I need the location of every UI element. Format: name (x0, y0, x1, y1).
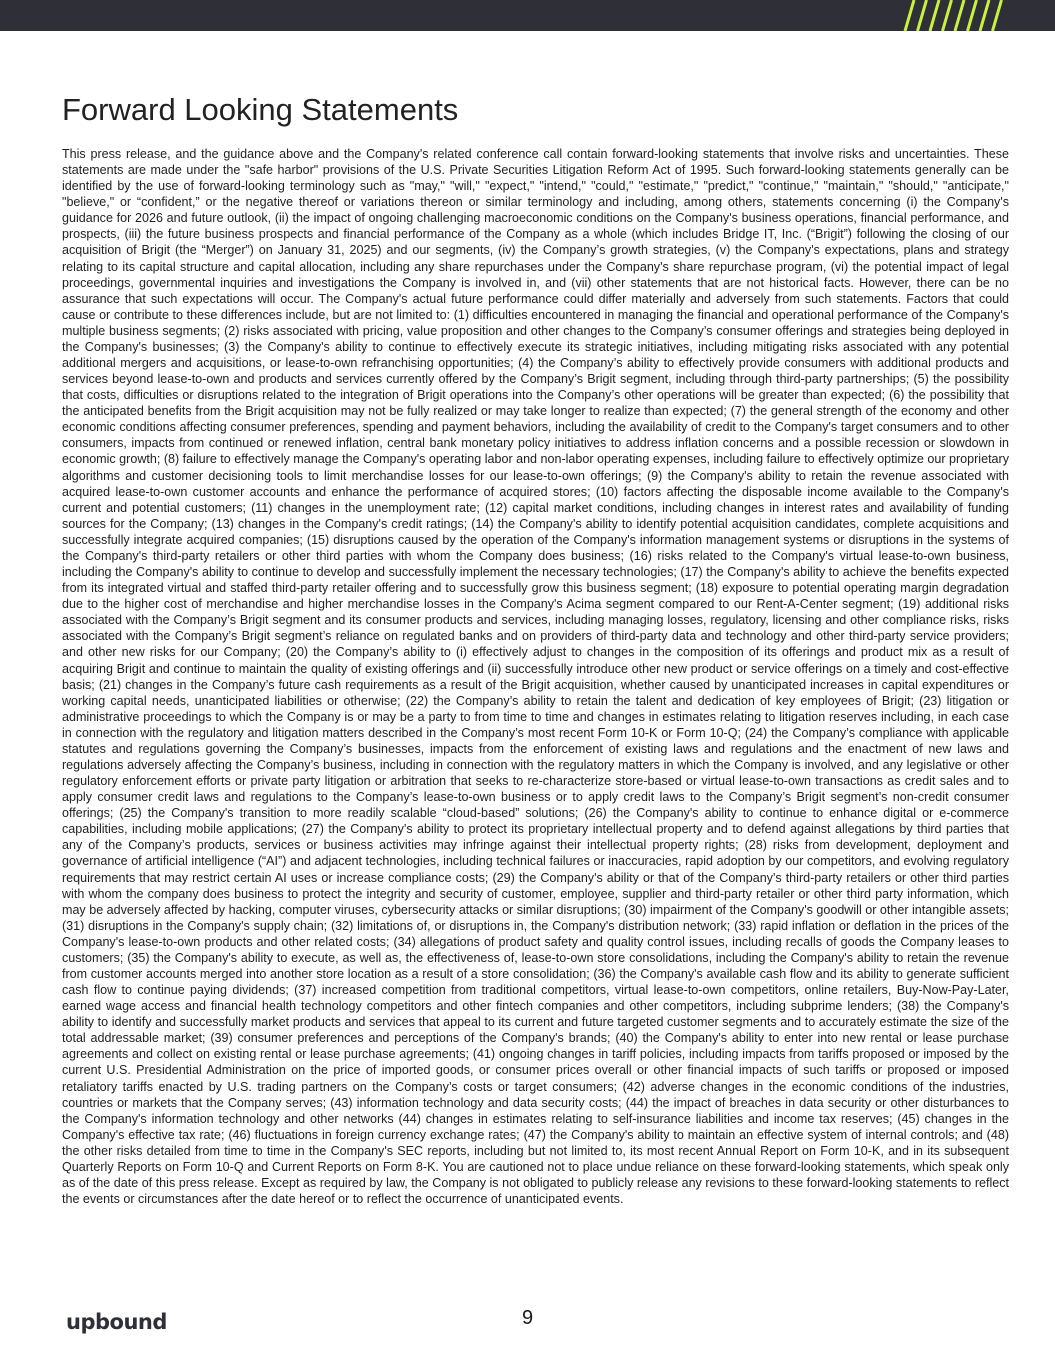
stripe-mark (918, 0, 927, 31)
stripe-mark (905, 0, 914, 31)
stripe-mark (930, 0, 939, 31)
stripe-mark (943, 0, 952, 31)
stripe-mark (968, 0, 977, 31)
decorative-stripes-icon (897, 0, 1007, 31)
upbound-logo: upbound (66, 1310, 167, 1334)
stripe-mark (993, 0, 1002, 31)
stripe-mark (955, 0, 964, 31)
page-number: 9 (521, 1307, 534, 1329)
page-title: Forward Looking Statements (62, 92, 459, 127)
forward-looking-statements-text: This press release, and the guidance above and the Company's related conference call contain forward-looking statements that involve risks and uncertainties. These statements are made under the "safe harbor" provisions of the U.S. Private Securities Litigation Reform Act of 1995. Such forward-looking statements generally can be identified by the use of forward-looking terminology such as "may," "will," "expect," "intend," "could," "estimate," "predict," "continue," "maintain," "should," "anticipate," "believe," or “confident,” or the negative thereof or variations thereon or similar terminology and including, among others, statements concerning (i) the Company's guidance for 2026 and future outlook, (ii) the impact of ongoing challenging macroeconomic conditions on the Company's business operations, financial performance, and prospects, (iii) the future business prospects and financial performance of the Company as a whole (which includes Bridge IT, Inc. (“Brigit”) following the closing of our acquisition of Brigit (the “Merger”) on January 31, 2025) and our segments, (iv) the Company’s growth strategies, (v) the Company's expectations, plans and strategy relating to its capital structure and capital allocation, including any share repurchases under the Company's share repurchase program, (vi) the potential impact of legal proceedings, governmental inquiries and investigations the Company is involved in, and (vii) other statements that are not historical facts. However, there can be no assurance that such expectations will occur. The Company's actual future performance could differ materially and adversely from such statements. Factors that could cause or contribute to these differences include, but are not limited to: (1) difficulties encountered in managing the financial and operational performance of the Company's multiple business segments; (2) risks associated with pricing, value proposition and other changes to the Company’s consumer offerings and strategies being deployed in the Company's businesses; (3) the Company's ability to continue to effectively execute its strategic initiatives, including mitigating risks associated with any potential additional mergers and acquisitions, or lease-to-own refranchising opportunities; (4) the Company’s ability to effectively provide consumers with additional products and services beyond lease-to-own and products and services currently offered by the Company’s Brigit segment, including through third-party partnerships; (5) the possibility that costs, difficulties or disruptions related to the integration of Brigit operations into the Company’s other operations will be greater than expected; (6) the possibility that the anticipated benefits from the Brigit acquisition may not be fully realized or may take longer to realize than expected; (7) the general strength of the economy and other economic conditions affecting consumer preferences, spending and payment behaviors, including the availability of credit to the Company's target consumers and to other consumers, impacts from continued or renewed inflation, central bank monetary policy initiatives to address inflation concerns and a possible recession or slowdown in economic growth; (8) failure to effectively manage the Company's operating labor and non-labor operating expenses, including failure to effectively optimize our proprietary algorithms and customer decisioning tools to limit merchandise losses for our lease-to-own offerings; (9) the Company's ability to retain the revenue associated with acquired lease-to-own customer accounts and enhance the performance of acquired stores; (10) factors affecting the disposable income available to the Company's current and potential customers; (11) changes in the unemployment rate; (12) capital market conditions, including changes in interest rates and availability of funding sources for the Company; (13) changes in the Company's credit ratings; (14) the Company's ability to identify potential acquisition candidates, complete acquisitions and successfully integrate acquired companies; (15) disruptions caused by the operation of the Company's information management systems or disruptions in the systems of the Company's third-party retailers or other third parties with whom the Company does business; (16) risks related to the Company's virtual lease-to-own business, including the Company's ability to continue to develop and successfully implement the necessary technologies; (17) the Company's ability to achieve the benefits expected from its integrated virtual and staffed third-party retailer offering and to successfully grow this business segment; (18) exposure to potential operating margin degradation due to the higher cost of merchandise and higher merchandise losses in the Company's Acima segment compared to our Rent-A-Center segment; (19) additional risks associated with the Company’s Brigit segment and its consumer products and services, including managing losses, regulatory, licensing and other compliance risks, risks associated with the Company’s Brigit segment’s reliance on regulated banks and on providers of third-party data and technology and other third-party service providers; and other new risks for our Company; (20) the Company’s ability to (i) effectively adjust to changes in the composition of its offerings and product mix as a result of acquiring Brigit and continue to maintain the quality of existing offerings and (ii) successfully introduce other new product or service offerings on a timely and cost-effective basis; (21) changes in the Company’s future cash requirements as a result of the Brigit acquisition, whether caused by unanticipated increases in capital expenditures or working capital needs, unanticipated liabilities or otherwise; (22) the Company’s ability to retain the talent and dedication of key employees of Brigit; (23) litigation or administrative proceedings to which the Company is or may be a party to from time to time and changes in estimates relating to litigation reserves including, in each case in connection with the regulatory and litigation matters described in the Company’s most recent Form 10-K or Form 10-Q; (24) the Company’s compliance with applicable statutes and regulations governing the Company’s businesses, impacts from the enforcement of existing laws and regulations and the enactment of new laws and regulations adversely affecting the Company’s business, including in connection with the regulatory matters in which the Company is involved, and any legislative or other regulatory enforcement efforts or private party litigation or arbitration that seeks to re-characterize store-based or virtual lease-to-own transactions as credit sales and to apply consumer credit laws and regulations to the Company’s lease-to-own business or to apply credit laws to the Company’s Brigit segment’s non-credit consumer offerings; (25) the Company's transition to more readily scalable “cloud-based” solutions; (26) the Company's ability to continue to enhance digital or e-commerce capabilities, including mobile applications; (27) the Company's ability to protect its proprietary intellectual property and to defend against allegations by third parties that any of the Company’s products, services or business activities may infringe against their intellectual property rights; (28) risks from development, deployment and governance of artificial intelligence (“AI”) and adjacent technologies, including technical failures or inaccuracies, rapid adoption by our competitors, and evolving regulatory requirements that may restrict certain AI uses or increase compliance costs; (29) the Company's ability or that of the Company's third-party retailers or other third parties with whom the company does business to protect the integrity and security of customer, employee, supplier and third-party retailer or other third party information, which may be adversely affected by hacking, computer viruses, cybersecurity attacks or similar disruptions; (30) impairment of the Company's goodwill or other intangible assets; (31) disruptions in the Company's supply chain; (32) limitations of, or disruptions in, the Company's distribution network; (33) rapid inflation or deflation in the prices of the Company's lease-to-own products and other related costs; (34) allegations of product safety and quality control issues, including recalls of goods the Company leases to customers; (35) the Company's ability to execute, as well as, the effectiveness of, lease-to-own store consolidations, including the Company's ability to retain the revenue from customer accounts merged into another store location as a result of a store consolidation; (36) the Company's available cash flow and its ability to generate sufficient cash flow to continue paying dividends; (37) increased competition from traditional competitors, virtual lease-to-own competitors, online retailers, Buy-Now-Pay-Later, earned wage access and financial health technology competitors and other fintech companies and other competitors, including subprime lenders; (38) the Company's ability to identify and successfully market products and services that appeal to its current and future targeted customer segments and to accurately estimate the size of the total addressable market; (39) consumer preferences and perceptions of the Company's brands; (40) the Company's ability to enter into new rental or lease purchase agreements and collect on existing rental or lease purchase agreements; (41) ongoing changes in tariff policies, including impacts from tariffs proposed or imposed by the current U.S. Presidential Administration on the price of imported goods, or consumer prices overall or other financial impacts of such tariffs or proposed or imposed retaliatory tariffs enacted by U.S. trading partners on the Company’s costs or target consumers; (42) adverse changes in the economic conditions of the industries, countries or markets that the Company serves; (43) information technology and data security costs; (44) the impact of breaches in data security or other disturbances to the Company's information technology and other networks (44) changes in estimates relating to self-insurance liabilities and income tax reserves; (45) changes in the Company's effective tax rate; (46) fluctuations in foreign currency exchange rates; (47) the Company's ability to maintain an effective system of internal controls; and (48) the other risks detailed from time to time in the Company's SEC reports, including but not limited to, its most recent Annual Report on Form 10-K, and in its subsequent Quarterly Reports on Form 10-Q and Current Reports on Form 8-K. You are cautioned not to place undue reliance on these forward-looking statements, which speak only as of the date of this press release. Except as required by law, the Company is not obligated to publicly release any revisions to these forward-looking statements to reflect the events or circumstances after the date hereof or to reflect the occurrence of unanticipated events. (62, 147, 1009, 1207)
header-bar (0, 0, 1055, 31)
stripe-mark (980, 0, 989, 31)
